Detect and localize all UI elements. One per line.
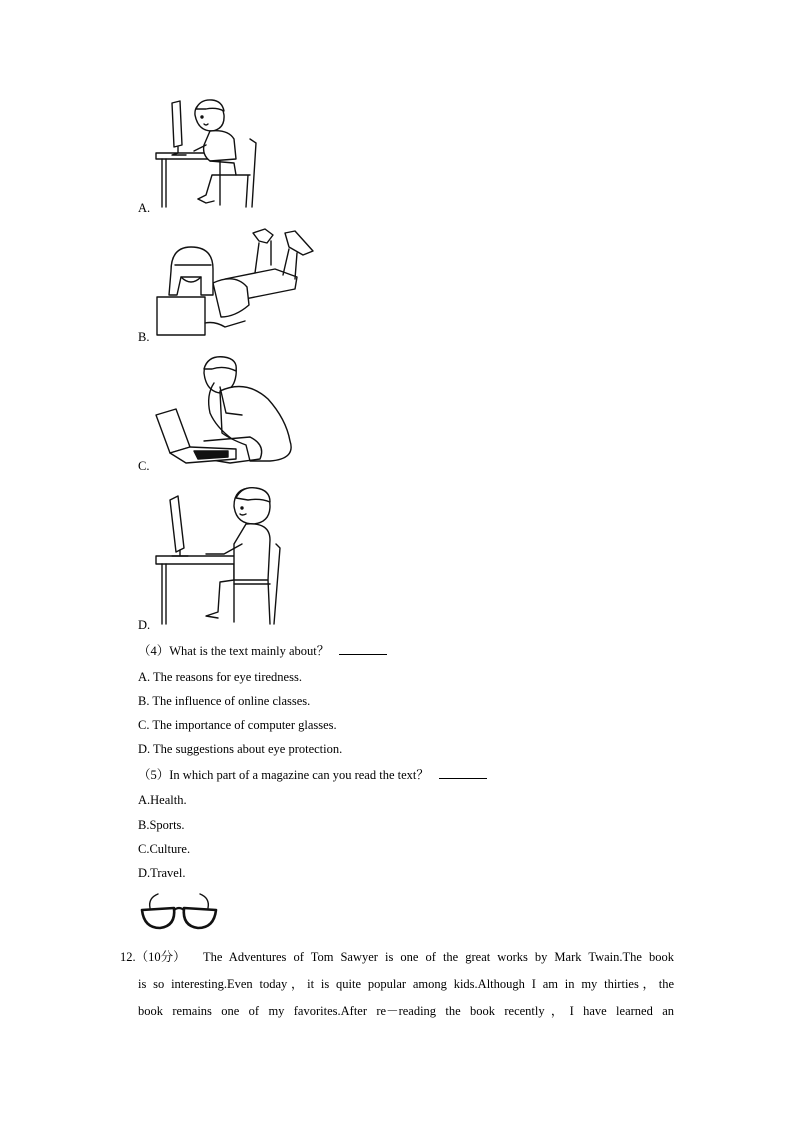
q4-option-a: A. The reasons for eye tiredness. bbox=[138, 670, 302, 684]
boy-at-desktop-upright-icon bbox=[150, 484, 285, 629]
q4-answer-blank[interactable] bbox=[339, 642, 387, 655]
girl-lying-with-laptop-icon bbox=[155, 225, 320, 340]
q5-stem bbox=[138, 766, 487, 783]
q12-line-1: The Adventures of Tom Sawyer is one of the great works by Mark Twain.The book bbox=[203, 950, 674, 964]
q4-option-c: C. The importance of computer glasses. bbox=[138, 718, 337, 732]
q5-answer-blank[interactable] bbox=[439, 766, 487, 779]
q4-stem bbox=[138, 642, 387, 659]
image-label-a: A. bbox=[138, 201, 151, 215]
q5-option-d: D.Travel. bbox=[138, 866, 186, 880]
q5-option-a: A.Health. bbox=[138, 793, 187, 807]
man-sitting-on-floor-with-laptop-icon bbox=[150, 355, 305, 470]
q4-option-d: D. The suggestions about eye protection. bbox=[138, 742, 343, 756]
q5-option-b: B.Sports. bbox=[138, 818, 185, 832]
q5-option-c: C.Culture. bbox=[138, 842, 191, 856]
image-label-b: B. bbox=[138, 330, 150, 344]
person-at-desktop-pondering-icon bbox=[150, 95, 260, 210]
image-label-d: D. bbox=[138, 618, 151, 632]
q4-stem-text: （4）What is the text mainly about？ bbox=[138, 644, 330, 658]
q4-option-b: B. The influence of online classes. bbox=[138, 694, 311, 708]
image-label-c: C. bbox=[138, 459, 150, 473]
glasses-icon bbox=[138, 890, 220, 938]
q5-stem-text: （5）In which part of a magazine can you read the text？ bbox=[138, 768, 429, 782]
q12-line-2: is so interesting.Even today，it is quite popular among kids.Although I am in my thirties，the bbox=[138, 977, 674, 991]
q12-number: 12. bbox=[120, 950, 136, 964]
q12-header bbox=[120, 949, 186, 965]
q12-score: （10分） bbox=[135, 950, 186, 964]
q12-line-3: book remains one of my favorites.After re－reading the book recently，I have learned an bbox=[138, 1004, 674, 1018]
